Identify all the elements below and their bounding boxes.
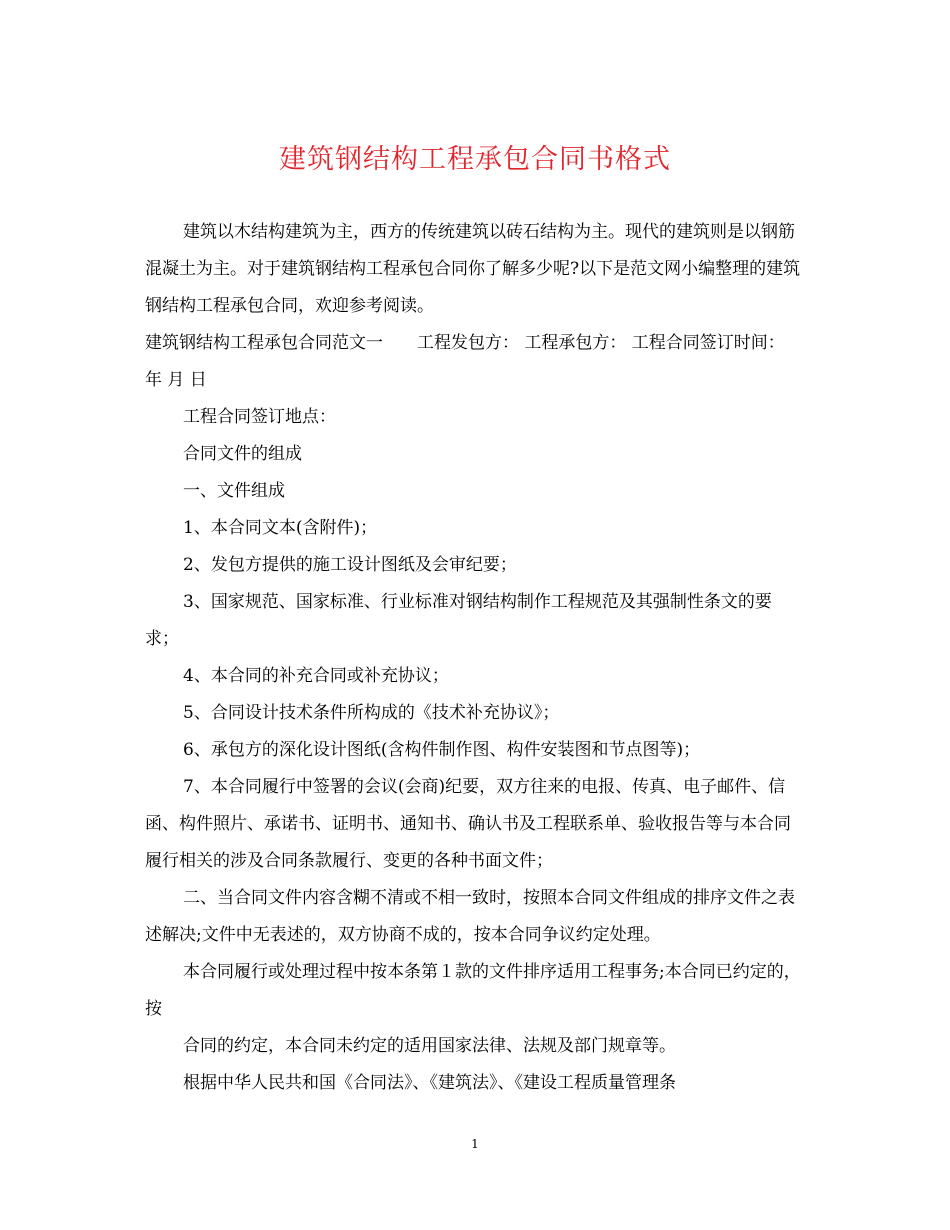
document-title: 建筑钢结构工程承包合同书格式 <box>279 144 671 175</box>
paragraph-item-2: 2、发包方提供的施工设计图纸及会审纪要； <box>183 555 517 575</box>
paragraph-contract-header: 建筑钢结构工程承包合同范文一 工程发包方： 工程承包方： 工程合同签订时间： 年 月 日 <box>145 333 785 390</box>
paragraph-legal-basis: 根据中华人民共和国《合同法》、《建筑法》、《建设工程质量管理条 <box>183 1073 676 1093</box>
paragraph-item-6: 6、承包方的深化设计图纸(含构件制作图、构件安装图和节点图等)； <box>183 740 701 760</box>
paragraph-signing-location: 工程合同签订地点： <box>183 407 336 427</box>
page-number: 1 <box>471 1137 479 1151</box>
paragraph-item-3: 3、国家规范、国家标准、行业标准对钢结构制作工程规范及其强制性条文的要求； <box>145 592 772 649</box>
paragraph-conflict-rule: 二、当合同文件内容含糊不清或不相一致时，按照本合同文件组成的排序文件之表述解决;文件中无表述的，双方协商不成的，按本合同争议约定处理。 <box>145 888 795 945</box>
paragraph-section-heading: 合同文件的组成 <box>183 444 302 464</box>
paragraph-contract-agreement: 合同的约定，本合同未约定的适用国家法律、法规及部门规章等。 <box>183 1036 676 1056</box>
paragraph-item-5: 5、合同设计技术条件所构成的《技术补充协议》； <box>183 703 560 723</box>
paragraph-intro: 建筑以木结构建筑为主，西方的传统建筑以砖石结构为主。现代的建筑则是以钢筋混凝土为主。对于建筑钢结构工程承包合同你了解多少呢?以下是范文网小编整理的建筑钢结构工程承包合同，欢迎参考阅读。 <box>145 222 801 316</box>
paragraph-item-4: 4、本合同的补充合同或补充协议； <box>183 666 449 686</box>
paragraph-application-order: 本合同履行或处理过程中按本条第１款的文件排序适用工程事务;本合同已约定的，按 <box>145 962 801 1019</box>
paragraph-file-composition: 一、文件组成 <box>183 481 285 501</box>
paragraph-item-1: 1、本合同文本(含附件)； <box>183 518 378 538</box>
document-body <box>145 214 805 1102</box>
paragraph-item-7: 7、本合同履行中签署的会议(会商)纪要，双方往来的电报、传真、电子邮件、信函、构件照片、承诺书、证明书、通知书、确认书及工程联系单、验收报告等与本合同履行相关的涉及合同条款履行、变更的各种书面文件； <box>145 777 791 871</box>
